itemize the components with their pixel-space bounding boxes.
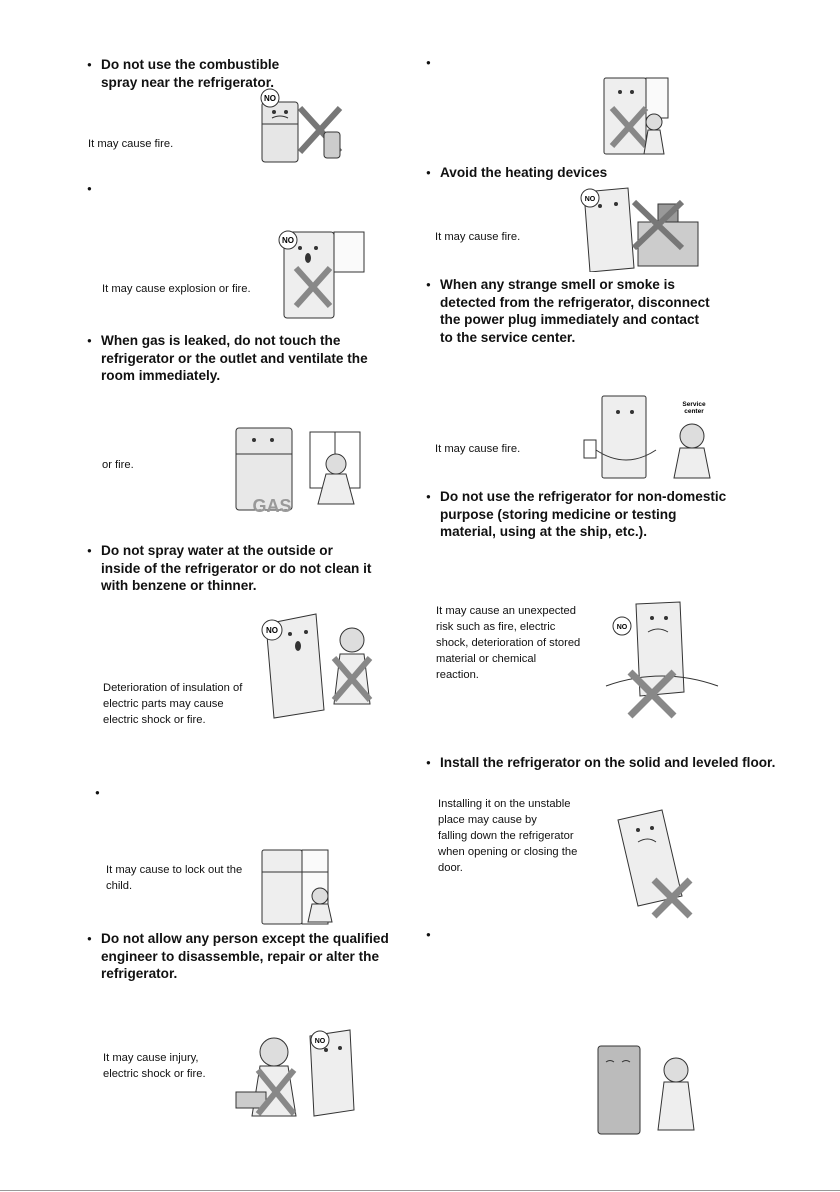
no-label: NO <box>266 626 278 635</box>
warning-text-heating: It may cause fire. <box>435 231 521 243</box>
warning-heading-heating: ● Avoid the heating devices <box>426 164 607 182</box>
warning-heading-strange-smell: ● When any strange smell or smoke is detected from the refrigerator, disconnect the power plug immediately and contact to the service center. <box>426 276 710 346</box>
illustration-gas-leak <box>222 424 382 524</box>
illustration-heating <box>564 182 704 272</box>
illustration-combustible-spray <box>240 88 360 168</box>
illustration-lock-child <box>254 846 354 926</box>
warning-text-combustible-spray: It may cause fire. <box>88 138 174 150</box>
bullet-icon: ● <box>426 930 431 939</box>
illustration-disassemble <box>228 1026 388 1126</box>
warning-text-lock-child: It may cause to lock out the child. <box>106 864 243 892</box>
warning-text-strange-smell: It may cause fire. <box>435 443 521 455</box>
illustration-spray-water <box>250 604 380 724</box>
illustration-service-center <box>560 392 720 484</box>
illustration-explosion <box>262 222 382 322</box>
bullet-icon: ● <box>87 184 92 193</box>
service-center-sign: Service center <box>682 401 706 415</box>
illustration-non-domestic <box>596 596 726 726</box>
warning-text-non-domestic: It may cause an unexpected risk such as fire, electric shock, deterioration of stored material or chemical reaction. <box>436 605 581 681</box>
warning-text-disassemble: It may cause injury, electric shock or fire. <box>103 1052 206 1080</box>
warning-text-leveled-floor: Installing it on the unstable place may cause by falling down the refrigerator when opening or closing the door. <box>438 798 578 874</box>
no-label: NO <box>264 94 276 103</box>
illustration-climb <box>570 72 680 162</box>
no-label: NO <box>616 624 628 631</box>
illustration-r6 <box>592 1040 722 1140</box>
warning-heading-gas-leak: ● When gas is leaked, do not touch the refrigerator or the outlet and ventilate the room immediately. <box>87 332 368 385</box>
page-bottom-line <box>0 1190 840 1191</box>
warning-heading-spray-water: ● Do not spray water at the outside or inside of the refrigerator or do not clean it with benzene or thinner. <box>87 542 371 595</box>
no-label: NO <box>314 1038 326 1045</box>
warning-heading-leveled-floor: ● Install the refrigerator on the solid and leveled floor. <box>426 754 775 772</box>
no-label: NO <box>584 196 596 203</box>
warning-text-gas-leak: or fire. <box>102 459 134 471</box>
illustration-leveled-floor <box>594 800 734 920</box>
gas-label: GAS <box>252 496 292 516</box>
warning-text-spray-water: Deterioration of insulation of electric parts may cause electric shock or fire. <box>103 682 243 726</box>
bullet-icon: ● <box>426 58 431 67</box>
warning-heading-disassemble: ● Do not allow any person except the qualified engineer to disassemble, repair or alter the refrigerator. <box>87 930 389 983</box>
warning-text-explosion: It may cause explosion or fire. <box>102 283 251 295</box>
warning-heading-combustible-spray: ● Do not use the combustible spray near the refrigerator. <box>87 56 279 91</box>
no-label: NO <box>282 236 294 245</box>
warning-heading-non-domestic: ● Do not use the refrigerator for non-domestic purpose (storing medicine or testing material, using at the ship, etc.). <box>426 488 726 541</box>
bullet-icon: ● <box>95 788 100 797</box>
